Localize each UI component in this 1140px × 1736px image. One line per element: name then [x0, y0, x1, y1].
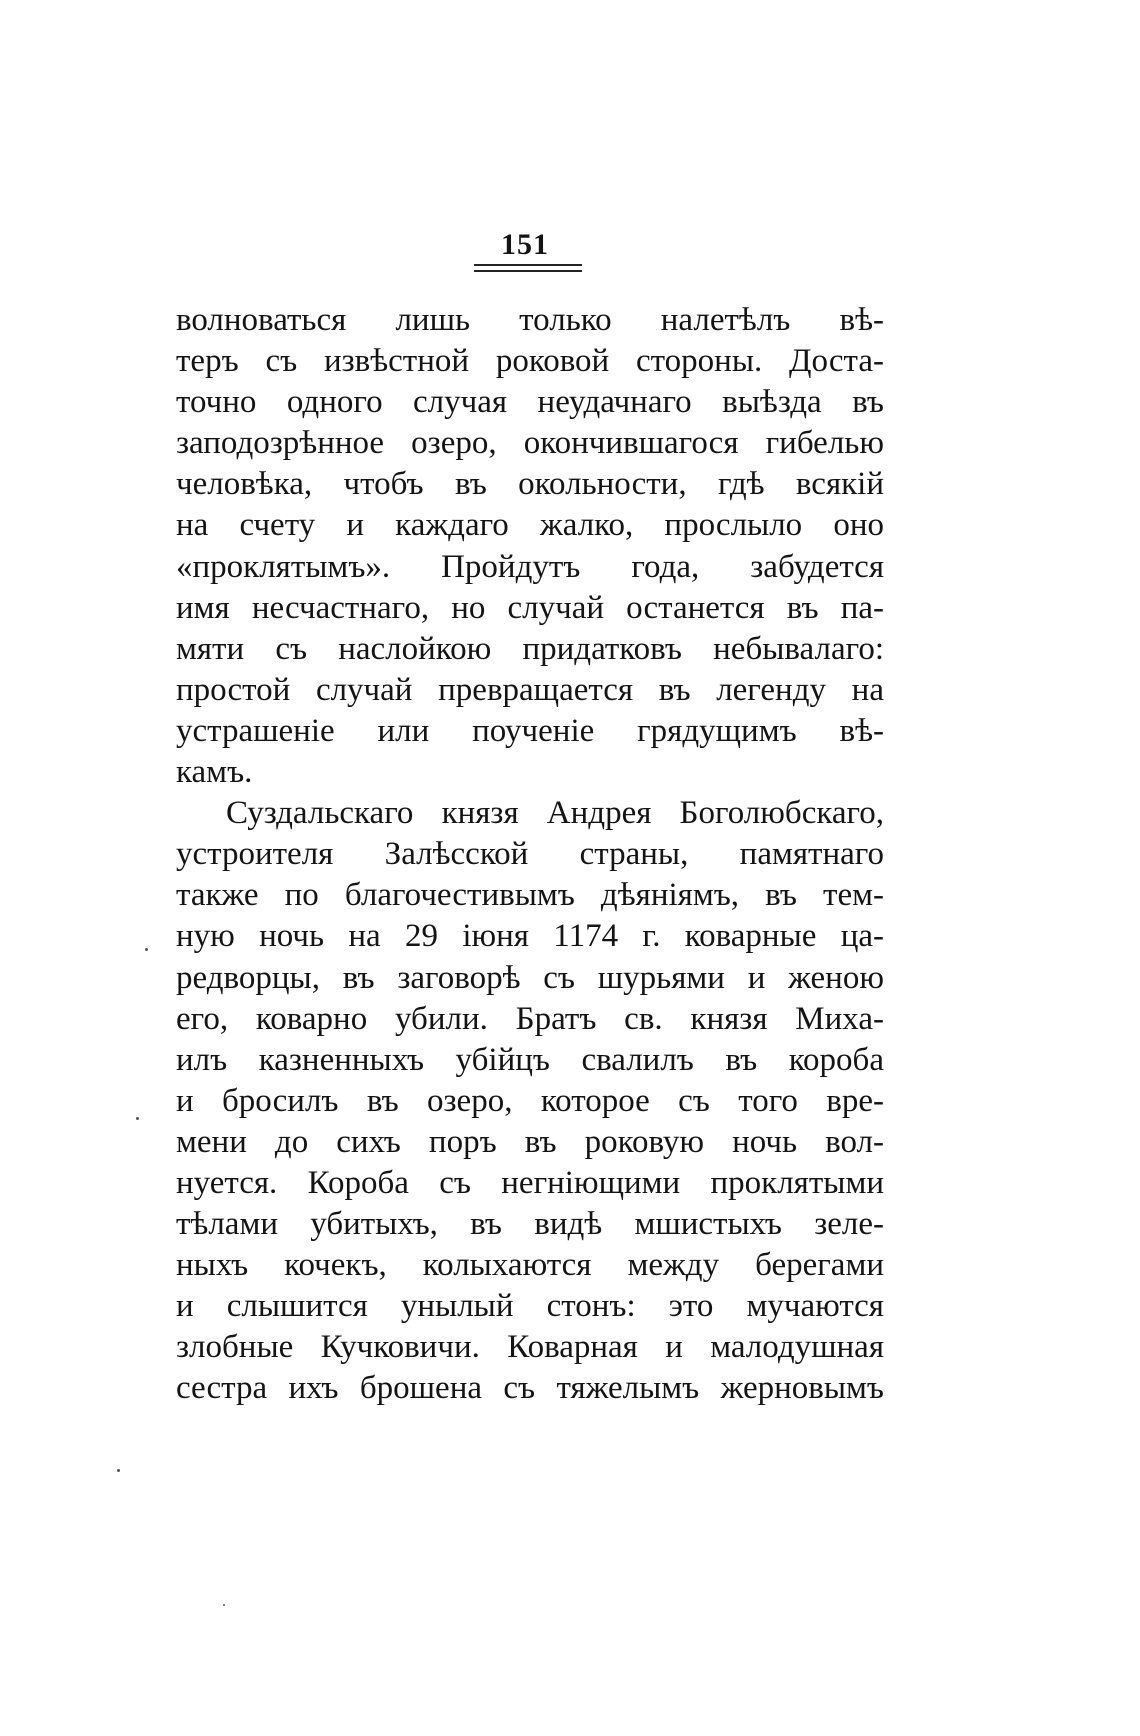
text-line: имя несчастнаго, но случай останется въ па-	[176, 589, 884, 626]
text-line: и бросилъ въ озеро, которое съ того вре-	[176, 1082, 884, 1119]
text-line: мяти съ наслойкою придатковъ небывалаго:	[176, 630, 884, 667]
text-line: устрашеніе или поученіе грядущимъ вѣ-	[176, 712, 884, 749]
text-line: устроителя Залѣсской страны, памятнаго	[176, 836, 884, 873]
text-line: заподозрѣнное озеро, окончившагося гибелью	[176, 425, 884, 462]
scan-speck	[117, 1469, 120, 1472]
text-line: сестра ихъ брошена съ тяжелымъ жерновымъ	[176, 1370, 884, 1407]
paragraph-1	[176, 300, 884, 793]
text-line: ную ночь на 29 іюня 1174 г. коварные ца-	[176, 918, 884, 955]
body-text	[176, 300, 884, 1410]
text-line: ныхъ кочекъ, колыхаются между берегами	[176, 1247, 884, 1284]
page-number: 151	[501, 228, 549, 261]
text-line: камъ.	[176, 754, 253, 791]
text-line: его, коварно убили. Братъ св. князя Миха-	[176, 1000, 884, 1037]
scan-speck	[145, 948, 148, 951]
text-line: мени до сихъ поръ въ роковую ночь вол-	[176, 1123, 884, 1160]
text-line: человѣка, чтобъ въ окольности, гдѣ всякій	[176, 466, 884, 503]
text-line: «проклятымъ». Пройдутъ года, забудется	[176, 548, 884, 585]
paragraph-2	[176, 793, 884, 1409]
text-line: и слышится унылый стонъ: это мучаются	[176, 1288, 884, 1325]
text-line: редворцы, въ заговорѣ съ шурьями и женою	[176, 959, 884, 996]
text-line: на счету и каждаго жалко, прослыло оно	[176, 507, 884, 544]
page-number-rule-bottom	[474, 270, 582, 272]
text-line: злобные Кучковичи. Коварная и малодушная	[176, 1329, 884, 1366]
text-line: теръ съ извѣстной роковой стороны. Доста-	[176, 343, 884, 380]
text-line: простой случай превращается въ легенду на	[176, 671, 884, 708]
text-line: илъ казненныхъ убійцъ свалилъ въ короба	[176, 1041, 884, 1078]
page-number-rule-top	[474, 264, 582, 266]
text-line: точно одного случая неудачнаго выѣзда въ	[176, 384, 884, 421]
text-line: тѣлами убитыхъ, въ видѣ мшистыхъ зеле-	[176, 1206, 884, 1243]
text-line: также по благочестивымъ дѣяніямъ, въ тем-	[176, 877, 884, 914]
scan-speck	[136, 1117, 139, 1120]
scan-speck	[223, 1604, 225, 1606]
text-line: Суздальскаго князя Андрея Боголюбскаго,	[226, 795, 884, 832]
text-line: нуется. Короба съ негніющими проклятыми	[176, 1164, 884, 1201]
text-line: волноваться лишь только налетѣлъ вѣ-	[176, 302, 884, 338]
